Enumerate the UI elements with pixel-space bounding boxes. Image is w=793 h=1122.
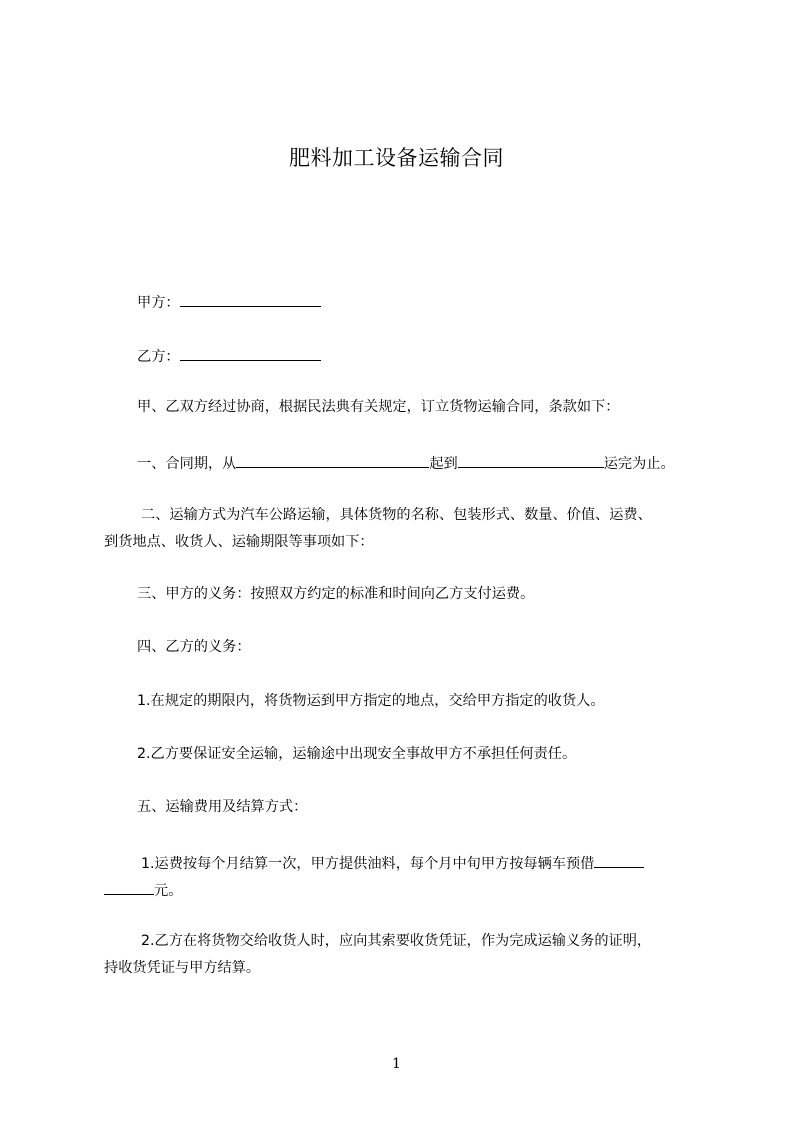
party-a-line — [137, 293, 321, 310]
party-b-blank — [180, 347, 321, 361]
clause-5-item-1-text: 1.运费按每个月结算一次，甲方提供油料，每个月中旬甲方按每辆车预借 — [141, 856, 595, 872]
clause-5: 五、运输费用及结算方式： — [137, 799, 308, 815]
clause-2-line-1: 二、运输方式为汽车公路运输，具体货物的名称、包装形式、数量、价值、运费、 — [141, 507, 652, 523]
party-b-label: 乙方： — [137, 349, 180, 365]
page-number: 1 — [392, 1056, 401, 1072]
clause-5-item-2-line-1: 2.乙方在将货物交给收货人时，应向其索要收货凭证，作为完成运输义务的证明， — [141, 933, 652, 949]
clause-1 — [137, 454, 675, 471]
clause-5-item-1-blank-a — [594, 854, 644, 868]
clause-4: 四、乙方的义务： — [137, 639, 251, 655]
clause-1-part-b: 起到 — [429, 456, 458, 472]
clause-1-part-a: 一、合同期，从 — [137, 456, 237, 472]
clause-1-part-c: 运完为止。 — [603, 456, 675, 472]
clause-5-item-1-line-2 — [104, 881, 182, 898]
document-title: 肥料加工设备运输合同 — [289, 146, 504, 170]
clause-5-item-1-unit: 元。 — [154, 883, 183, 899]
clause-5-item-2-line-2: 持收货凭证与甲方结算。 — [104, 960, 261, 976]
clause-2-line-2: 到货地点、收货人、运输期限等事项如下： — [104, 534, 374, 550]
clause-1-start-blank — [236, 454, 429, 468]
clause-5-item-1-line-1 — [141, 854, 644, 871]
party-b-line — [137, 347, 321, 364]
party-a-blank — [180, 293, 321, 307]
clause-3: 三、甲方的义务：按照双方约定的标准和时间向乙方支付运费。 — [137, 586, 535, 602]
party-a-label: 甲方： — [137, 295, 180, 311]
clause-4-item-1: 1.在规定的期限内，将货物运到甲方指定的地点，交给甲方指定的收货人。 — [137, 693, 605, 709]
clause-1-end-blank — [458, 454, 604, 468]
clause-5-item-1-blank-b — [104, 881, 154, 895]
intro-paragraph: 甲、乙双方经过协商，根据民法典有关规定，订立货物运输合同，条款如下： — [137, 399, 620, 415]
clause-4-item-2: 2.乙方要保证安全运输，运输途中出现安全事故甲方不承担任何责任。 — [137, 746, 577, 762]
